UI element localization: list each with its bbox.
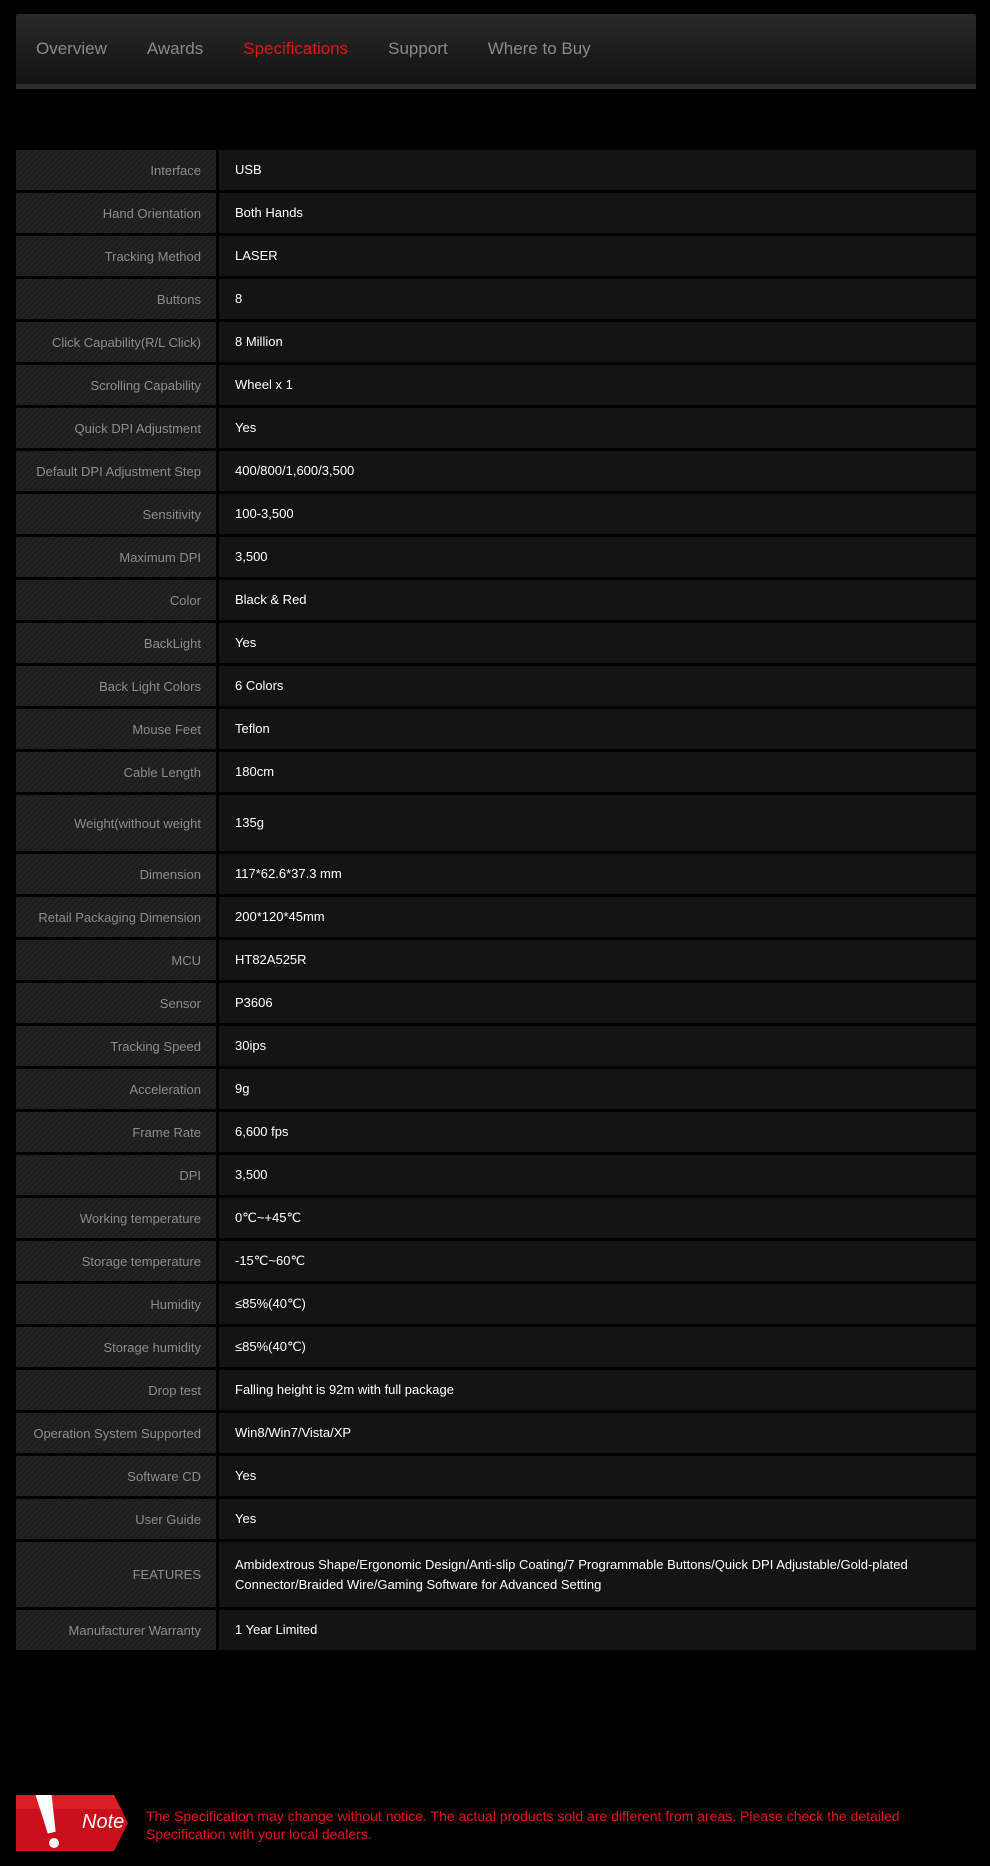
spec-label: Operation System Supported	[16, 1413, 216, 1453]
spec-row-warranty	[16, 1610, 976, 1650]
spec-value: Wheel x 1	[219, 365, 976, 405]
spec-row-drop-test	[16, 1370, 976, 1410]
spec-row-backlight-colors	[16, 666, 976, 706]
spec-row-hand-orientation	[16, 193, 976, 233]
spec-row-humidity	[16, 1284, 976, 1324]
spec-label: User Guide	[16, 1499, 216, 1539]
spec-row-mouse-feet	[16, 709, 976, 749]
note-badge	[16, 1795, 128, 1851]
spec-label: Working temperature	[16, 1198, 216, 1238]
spec-value: 100-3,500	[219, 494, 976, 534]
spec-label: Maximum DPI	[16, 537, 216, 577]
spec-label: Tracking Method	[16, 236, 216, 276]
spec-row-click-capability	[16, 322, 976, 362]
note-badge-label: Note	[82, 1811, 125, 1833]
spec-label: Default DPI Adjustment Step	[16, 451, 216, 491]
spec-value: 1 Year Limited	[219, 1610, 976, 1650]
tab-overview[interactable]: Overview	[36, 39, 107, 58]
spec-value: 6 Colors	[219, 666, 976, 706]
spec-value: 200*120*45mm	[219, 897, 976, 937]
spec-row-default-dpi-step	[16, 451, 976, 491]
exclamation-icon	[26, 1795, 66, 1851]
spec-label: Humidity	[16, 1284, 216, 1324]
spec-value: Ambidextrous Shape/Ergonomic Design/Anti-slip Coating/7 Programmable Buttons/Quick DPI Adjustable/Gold-plated Connector/Braided Wire/Gaming Software for Advanced Setting	[219, 1542, 976, 1607]
spec-value: LASER	[219, 236, 976, 276]
spec-row-sensitivity	[16, 494, 976, 534]
spec-value: USB	[219, 150, 976, 190]
tab-bar	[16, 14, 611, 84]
spec-value: P3606	[219, 983, 976, 1023]
spec-row-storage-temperature	[16, 1241, 976, 1281]
spec-label: Click Capability(R/L Click)	[16, 322, 216, 362]
spec-value: 0℃~+45℃	[219, 1198, 976, 1238]
specification-table	[16, 150, 976, 1653]
spec-label: Dimension	[16, 854, 216, 894]
spec-label: FEATURES	[16, 1542, 216, 1607]
spec-label: Manufacturer Warranty	[16, 1610, 216, 1650]
tab-underline-track	[16, 84, 976, 89]
spec-row-interface	[16, 150, 976, 190]
spec-value: 3,500	[219, 537, 976, 577]
spec-label: DPI	[16, 1155, 216, 1195]
spec-label: Tracking Speed	[16, 1026, 216, 1066]
spec-value: ≤85%(40℃)	[219, 1284, 976, 1324]
spec-row-maximum-dpi	[16, 537, 976, 577]
spec-label: Quick DPI Adjustment	[16, 408, 216, 448]
spec-row-quick-dpi	[16, 408, 976, 448]
spec-value: Falling height is 92m with full package	[219, 1370, 976, 1410]
spec-label: Mouse Feet	[16, 709, 216, 749]
spec-row-storage-humidity	[16, 1327, 976, 1367]
spec-value: 117*62.6*37.3 mm	[219, 854, 976, 894]
spec-row-acceleration	[16, 1069, 976, 1109]
spec-value: 6,600 fps	[219, 1112, 976, 1152]
spec-row-buttons	[16, 279, 976, 319]
spec-label: Weight(without weight	[16, 795, 216, 851]
spec-value: 8 Million	[219, 322, 976, 362]
spec-row-frame-rate	[16, 1112, 976, 1152]
tab-specifications[interactable]: Specifications	[223, 14, 368, 84]
spec-value: Win8/Win7/Vista/XP	[219, 1413, 976, 1453]
spec-row-software-cd	[16, 1456, 976, 1496]
spec-label: MCU	[16, 940, 216, 980]
spec-value: 9g	[219, 1069, 976, 1109]
spec-value: 180cm	[219, 752, 976, 792]
spec-value: Yes	[219, 408, 976, 448]
spec-label: Retail Packaging Dimension	[16, 897, 216, 937]
spec-row-tracking-speed	[16, 1026, 976, 1066]
spec-value: 3,500	[219, 1155, 976, 1195]
spec-label: BackLight	[16, 623, 216, 663]
spec-row-weight	[16, 795, 976, 851]
spec-row-working-temperature	[16, 1198, 976, 1238]
spec-label: Frame Rate	[16, 1112, 216, 1152]
spec-label: Interface	[16, 150, 216, 190]
spec-value: ≤85%(40℃)	[219, 1327, 976, 1367]
spec-label: Storage temperature	[16, 1241, 216, 1281]
spec-row-backlight	[16, 623, 976, 663]
tab-awards[interactable]: Awards	[146, 39, 204, 58]
spec-row-retail-packaging	[16, 897, 976, 937]
spec-row-mcu	[16, 940, 976, 980]
spec-row-operating-system	[16, 1413, 976, 1453]
spec-value: 135g	[219, 795, 976, 851]
spec-value: Teflon	[219, 709, 976, 749]
tab-where-to-buy[interactable]: Where to Buy	[487, 39, 591, 58]
spec-value: 8	[219, 279, 976, 319]
spec-label: Back Light Colors	[16, 666, 216, 706]
spec-value: Both Hands	[219, 193, 976, 233]
spec-row-user-guide	[16, 1499, 976, 1539]
spec-value: Yes	[219, 623, 976, 663]
spec-value: Black & Red	[219, 580, 976, 620]
spec-value: -15℃~60℃	[219, 1241, 976, 1281]
spec-label: Software CD	[16, 1456, 216, 1496]
spec-label: Hand Orientation	[16, 193, 216, 233]
note-message: The Specification may change without notice. The actual products sold are different from areas. Please check the detailed Specification with your local dealers.	[146, 1808, 900, 1842]
spec-label: Acceleration	[16, 1069, 216, 1109]
spec-row-scrolling-capability	[16, 365, 976, 405]
spec-row-tracking-method	[16, 236, 976, 276]
spec-row-features	[16, 1542, 976, 1607]
spec-row-cable-length	[16, 752, 976, 792]
tab-support[interactable]: Support	[388, 39, 448, 58]
spec-label: Storage humidity	[16, 1327, 216, 1367]
spec-value: HT82A525R	[219, 940, 976, 980]
spec-row-dimension	[16, 854, 976, 894]
spec-label: Color	[16, 580, 216, 620]
spec-label: Scrolling Capability	[16, 365, 216, 405]
top-navigation	[16, 14, 976, 89]
spec-label: Sensitivity	[16, 494, 216, 534]
spec-value: Yes	[219, 1456, 976, 1496]
spec-label: Cable Length	[16, 752, 216, 792]
spec-row-color	[16, 580, 976, 620]
spec-label: Buttons	[16, 279, 216, 319]
spec-value: 30ips	[219, 1026, 976, 1066]
spec-row-sensor	[16, 983, 976, 1023]
spec-row-dpi	[16, 1155, 976, 1195]
spec-value: Yes	[219, 1499, 976, 1539]
spec-label: Drop test	[16, 1370, 216, 1410]
spec-value: 400/800/1,600/3,500	[219, 451, 976, 491]
spec-label: Sensor	[16, 983, 216, 1023]
